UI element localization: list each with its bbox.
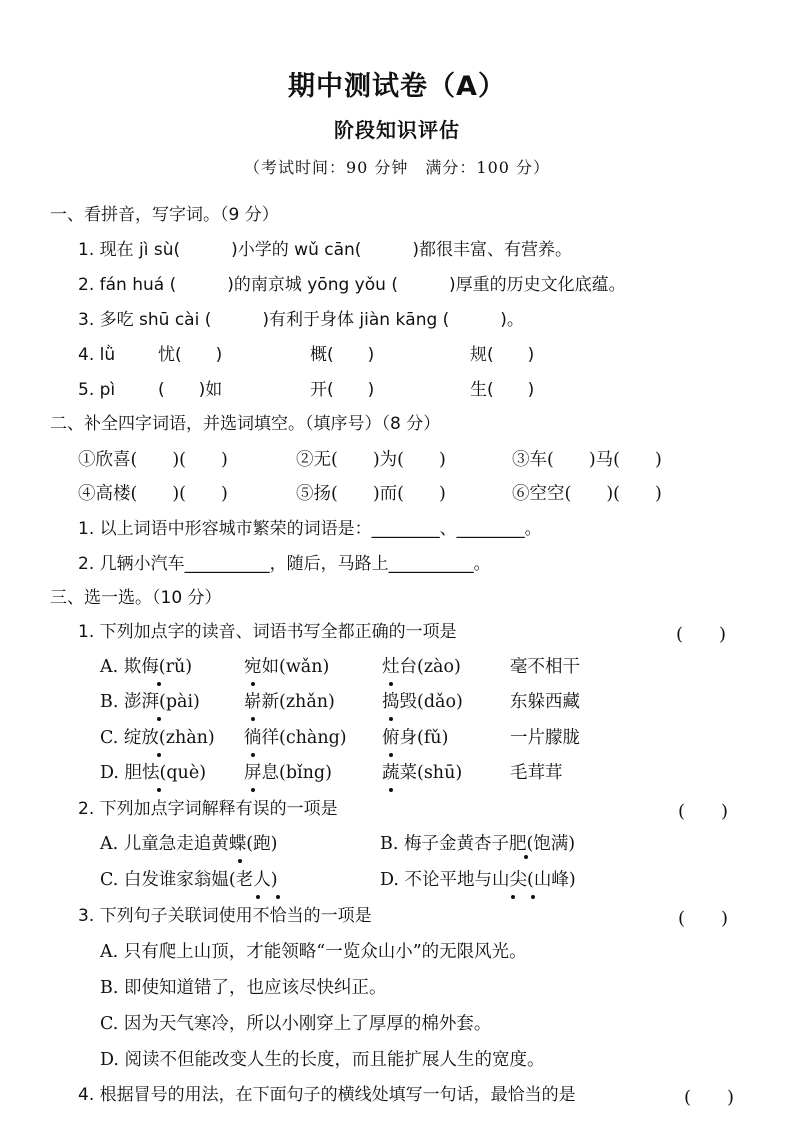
section3-q2-stem: 2. 下列加点字词解释有误的一项是 <box>78 799 338 819</box>
emphasis-dot <box>251 788 255 792</box>
q1-option-c-3: 俯身(fǔ) <box>382 728 449 748</box>
row5-cell-3: 生( ) <box>470 380 535 400</box>
idiom-5: ⑤扬( )而( ) <box>296 484 446 504</box>
q3-option-c: C. 因为天气寒冷，所以小刚穿上了厚厚的棉外套。 <box>100 1014 492 1034</box>
q3-option-b: B. 即使知道错了，也应该尽快纠正。 <box>100 978 387 998</box>
page-title: 期中测试卷（A） <box>288 71 506 102</box>
section1-item-1: 1. 现在 jì sù( )小学的 wǔ cān( )都很丰富、有营养。 <box>78 240 573 260</box>
idiom-4: ④高楼( )( ) <box>78 484 228 504</box>
page-subtitle: 阶段知识评估 <box>334 118 460 142</box>
q1-option-b-2: 崭新(zhǎn) <box>244 692 335 712</box>
emphasis-dot <box>157 717 161 721</box>
section1-heading: 一、看拼音，写字词。（9 分） <box>50 205 279 225</box>
row4-cell-2: 概( ) <box>310 345 375 365</box>
q1-option-b-4: 东躲西藏 <box>510 692 580 712</box>
q2-option-b: B. 梅子金黄杏子肥(饱满) <box>380 834 576 854</box>
section2-q1: 1. 以上词语中形容城市繁荣的词语是：________、________。 <box>78 519 542 539</box>
section1-row5 <box>78 378 115 402</box>
q3-option-d: D. 阅读不但能改变人生的长度，而且能扩展人生的宽度。 <box>100 1050 545 1070</box>
q3-answer-paren: ( ) <box>678 908 729 929</box>
idiom-3: ③车( )马( ) <box>512 450 662 470</box>
emphasis-dot <box>276 895 280 899</box>
emphasis-dot <box>251 682 255 686</box>
section3-heading: 三、选一选。（10 分） <box>50 588 222 608</box>
section2-q2: 2. 几辆小汽车__________，随后，马路上__________。 <box>78 554 491 574</box>
q1-option-d-1: D. 胆怯(què) <box>100 763 207 783</box>
emphasis-dot <box>389 717 393 721</box>
row5-cell-2: 开( ) <box>310 380 375 400</box>
row5-cell-1: ( )如 <box>158 380 223 400</box>
q1-option-d-4: 毛茸茸 <box>510 763 563 783</box>
q2-option-d: D. 不论平地与山尖(山峰) <box>380 870 576 890</box>
emphasis-dot <box>256 895 260 899</box>
q4-answer-paren: ( ) <box>684 1087 735 1108</box>
q2-option-c: C. 白发谁家翁媪(老人) <box>100 870 278 890</box>
q3-option-a: A. 只有爬上山顶，才能领略“一览众山小”的无限风光。 <box>100 942 527 962</box>
emphasis-dot <box>238 859 242 863</box>
q1-option-d-3: 蔬菜(shū) <box>382 763 463 783</box>
emphasis-dot <box>251 717 255 721</box>
section2-heading: 二、补全四字词语，并选词填空。（填序号）（8 分） <box>50 414 441 434</box>
q1-option-c-2: 徜徉(chàng) <box>244 728 347 748</box>
emphasis-dot <box>389 682 393 686</box>
q2-option-a: A. 儿童急走追黄蝶(跑) <box>100 834 278 854</box>
emphasis-dot <box>251 753 255 757</box>
emphasis-dot <box>157 788 161 792</box>
q2-answer-paren: ( ) <box>678 801 729 822</box>
emphasis-dot <box>157 753 161 757</box>
q1-option-b-1: B. 澎湃(pài) <box>100 692 200 712</box>
section3-q3-stem: 3. 下列句子关联词使用不恰当的一项是 <box>78 906 372 926</box>
exam-info: （考试时间：90 分钟 满分：100 分） <box>243 158 551 177</box>
row4-label: 4. lǜ <box>78 345 116 365</box>
section1-item-3: 3. 多吃 shū cài ( )有利于身体 jiàn kāng ( )。 <box>78 310 524 330</box>
q1-option-d-2: 屏息(bǐng) <box>244 763 332 783</box>
section1-row4 <box>78 343 115 367</box>
idiom-1: ①欣喜( )( ) <box>78 450 228 470</box>
emphasis-dot <box>524 855 528 859</box>
row5-label: 5. pì <box>78 380 116 400</box>
q1-option-a-4: 毫不相干 <box>510 657 580 677</box>
idiom-2: ②无( )为( ) <box>296 450 446 470</box>
emphasis-dot <box>389 788 393 792</box>
row4-cell-3: 规( ) <box>470 345 535 365</box>
q1-option-b-3: 捣毁(dǎo) <box>382 692 463 712</box>
emphasis-dot <box>511 895 515 899</box>
emphasis-dot <box>389 753 393 757</box>
q1-option-a-2: 宛如(wǎn) <box>244 657 330 677</box>
emphasis-dot <box>157 682 161 686</box>
emphasis-dot <box>531 895 535 899</box>
row4-cell-1: 忧( ) <box>158 345 223 365</box>
q1-option-a-1: A. 欺侮(rǔ) <box>100 657 193 677</box>
section3-q1-stem: 1. 下列加点字的读音、词语书写全都正确的一项是 <box>78 622 457 642</box>
q1-option-a-3: 灶台(zào) <box>382 657 461 677</box>
q1-option-c-1: C. 绽放(zhàn) <box>100 728 215 748</box>
q1-answer-paren: ( ) <box>676 624 727 645</box>
idiom-6: ⑥空空( )( ) <box>512 484 662 504</box>
section1-item-2: 2. fán huá ( )的南京城 yōng yǒu ( )厚重的历史文化底蕴。 <box>78 275 626 295</box>
q1-option-c-4: 一片朦胧 <box>510 728 580 748</box>
section3-q4-stem: 4. 根据冒号的用法，在下面句子的横线处填写一句话，最恰当的是 <box>78 1085 576 1105</box>
